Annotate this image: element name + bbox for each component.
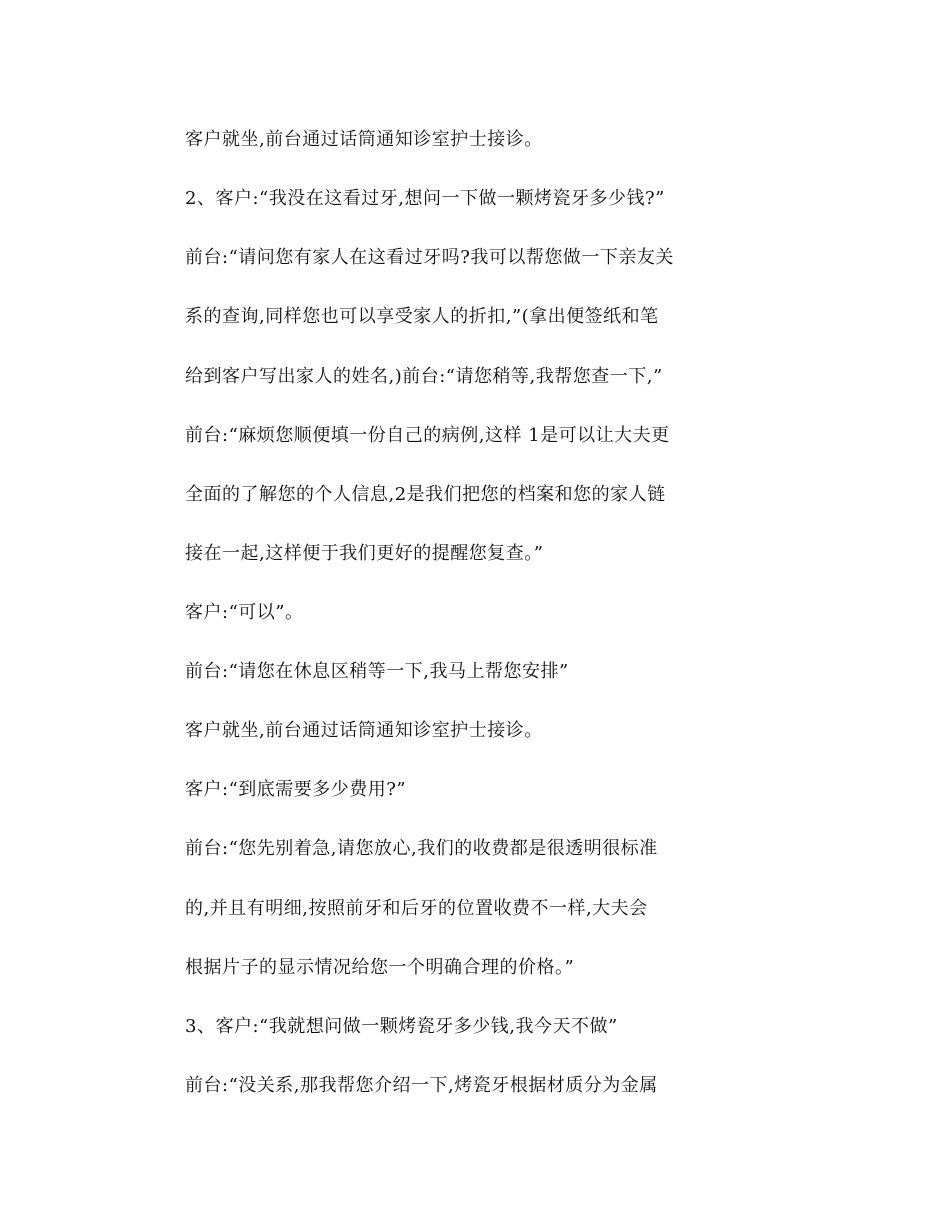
text-line: 客户就坐,前台通过话筒通知诊室护士接诊。 [185, 129, 543, 150]
text-line: 前台:“您先别着急,请您放心,我们的收费都是很透明很标准 [185, 838, 658, 859]
text-line: 客户就坐,前台通过话筒通知诊室护士接诊。 [185, 720, 543, 741]
text-line: 的,并且有明细,按照前牙和后牙的位置收费不一样,大夫会 [185, 898, 648, 919]
text-line: 前台:“麻烦您顺便填一份自己的病例,这样 1是可以让大夫更 [185, 425, 670, 446]
text-line: 接在一起,这样便于我们更好的提醒您复查。” [185, 543, 544, 564]
text-line: 2、客户:“我没在这看过牙,想问一下做一颗烤瓷牙多少钱?” [185, 188, 665, 209]
text-line: 给到客户写出家人的姓名,)前台:“请您稍等,我帮您查一下,” [185, 366, 663, 387]
text-line: 根据片子的显示情况给您一个明确合理的价格。” [185, 957, 575, 978]
text-line: 3、客户:“我就想问做一颗烤瓷牙多少钱,我今天不做” [185, 1016, 618, 1037]
text-line: 客户:“到底需要多少费用?” [185, 779, 407, 800]
text-line: 前台:“没关系,那我帮您介绍一下,烤瓷牙根据材质分为金属 [185, 1075, 658, 1096]
text-line: 全面的了解您的个人信息,2是我们把您的档案和您的家人链 [185, 484, 666, 505]
text-line: 前台:“请问您有家人在这看过牙吗?我可以帮您做一下亲友关 [185, 247, 674, 268]
text-line: 前台:“请您在休息区稍等一下,我马上帮您安排” [185, 661, 569, 682]
text-line: 客户:“可以”。 [185, 602, 304, 623]
text-line: 系的查询,同样您也可以享受家人的折扣,”(拿出便签纸和笔 [185, 306, 659, 327]
